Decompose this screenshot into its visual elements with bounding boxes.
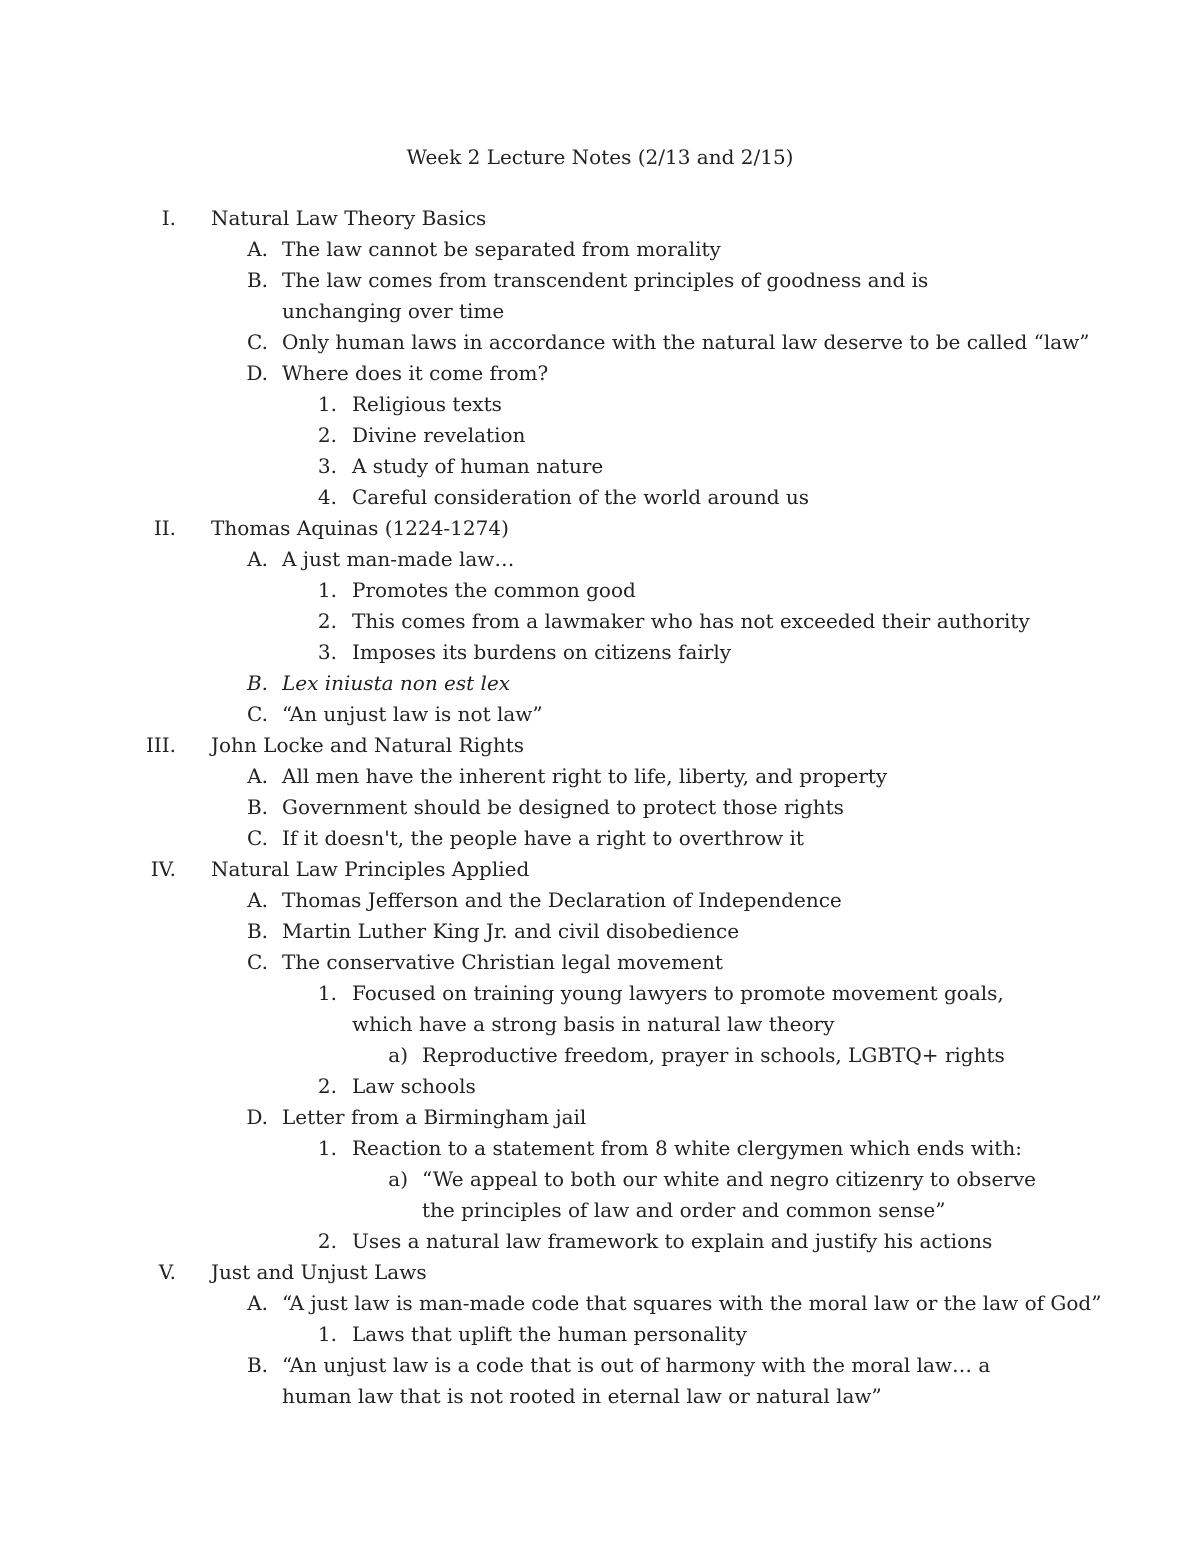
outline-marker: A. (247, 888, 268, 912)
outline-item-level-2 (0, 823, 1200, 854)
outline-marker: I. (161, 206, 176, 230)
outline-item-level-3 (0, 1071, 1200, 1102)
outline-marker: B. (246, 671, 268, 695)
outline-marker: 1. (317, 578, 337, 602)
outline-item-level-2 (0, 358, 1200, 389)
outline-text: Laws that uplift the human personality (352, 1322, 747, 1346)
outline-text: Careful consideration of the world around us (352, 485, 810, 509)
outline-text: Thomas Jefferson and the Declaration of Independence (282, 888, 842, 912)
outline-marker: V. (158, 1260, 176, 1284)
outline-text: The law cannot be separated from morality (282, 237, 721, 261)
outline-marker: a) (388, 1167, 408, 1191)
outline-marker: B. (246, 268, 268, 292)
outline-item-level-2 (0, 1288, 1200, 1319)
outline-item-level-3 (0, 978, 1200, 1040)
outline-marker: A. (247, 237, 268, 261)
outline-item-level-2 (0, 885, 1200, 916)
outline-marker: D. (246, 1105, 268, 1129)
outline-item-level-3 (0, 1133, 1200, 1164)
outline-marker: C. (247, 826, 268, 850)
outline-marker: C. (247, 330, 268, 354)
outline-item-level-3 (0, 1319, 1200, 1350)
outline-text: A study of human nature (352, 454, 604, 478)
outline-marker: 2. (317, 1229, 337, 1253)
outline-item-level-2 (0, 792, 1200, 823)
outline-text: The conservative Christian legal movement (282, 950, 723, 974)
outline-item-level-2 (0, 699, 1200, 730)
outline-item-level-2 (0, 234, 1200, 265)
outline-text: Law schools (352, 1074, 476, 1098)
outline-marker: 1. (317, 981, 337, 1005)
outline-item-level-2 (0, 544, 1200, 575)
outline-item-level-2 (0, 947, 1200, 978)
outline-item-level-4 (0, 1040, 1200, 1071)
outline-text: Martin Luther King Jr. and civil disobedience (282, 919, 740, 943)
outline-text: Lex iniusta non est lex (282, 671, 511, 695)
lecture-outline (0, 203, 1200, 1412)
outline-item-level-3 (0, 451, 1200, 482)
outline-item-level-1 (0, 203, 1200, 234)
outline-marker: 1. (317, 1322, 337, 1346)
outline-item-level-1 (0, 854, 1200, 885)
outline-item-level-3 (0, 420, 1200, 451)
outline-item-level-3 (0, 575, 1200, 606)
outline-item-level-3 (0, 1226, 1200, 1257)
outline-marker: 1. (317, 1136, 337, 1160)
outline-text: Reaction to a statement from 8 white clergymen which ends with: (352, 1136, 1022, 1160)
outline-marker: A. (247, 547, 268, 571)
outline-text: Imposes its burdens on citizens fairly (352, 640, 732, 664)
outline-text: “We appeal to both our white and negro citizenry to observe the principles of law and order and common sense” (422, 1167, 1036, 1222)
outline-text: Where does it come from? (282, 361, 549, 385)
outline-text: Natural Law Principles Applied (211, 857, 530, 881)
outline-text: “An unjust law is a code that is out of harmony with the moral law… a human law that is not rooted in eternal law or natural law” (282, 1353, 991, 1408)
outline-marker: 2. (317, 609, 337, 633)
outline-item-level-2 (0, 1102, 1200, 1133)
outline-text: Religious texts (352, 392, 502, 416)
outline-marker: 1. (317, 392, 337, 416)
outline-marker: 3. (317, 454, 337, 478)
outline-marker: C. (247, 702, 268, 726)
outline-item-level-3 (0, 482, 1200, 513)
outline-marker: 2. (317, 423, 337, 447)
outline-marker: III. (145, 733, 176, 757)
outline-text: Uses a natural law framework to explain and justify his actions (352, 1229, 993, 1253)
outline-marker: D. (246, 361, 268, 385)
outline-marker: 3. (317, 640, 337, 664)
outline-item-level-3 (0, 389, 1200, 420)
outline-text: Divine revelation (352, 423, 526, 447)
page-title: Week 2 Lecture Notes (2/13 and 2/15) (406, 145, 794, 169)
outline-text: Government should be designed to protect those rights (282, 795, 844, 819)
outline-marker: B. (246, 795, 268, 819)
outline-item-level-2 (0, 916, 1200, 947)
outline-item-level-1 (0, 730, 1200, 761)
outline-marker: 4. (317, 485, 337, 509)
outline-item-level-2 (0, 327, 1200, 358)
outline-item-level-2 (0, 265, 1200, 327)
outline-text: All men have the inherent right to life, liberty, and property (282, 764, 888, 788)
outline-text: “An unjust law is not law” (282, 702, 543, 726)
outline-item-level-3 (0, 637, 1200, 668)
outline-text: John Locke and Natural Rights (211, 733, 524, 757)
outline-text: Focused on training young lawyers to promote movement goals, which have a strong basis in natural law theory (352, 981, 1004, 1036)
outline-text: A just man-made law… (282, 547, 515, 571)
outline-text: Letter from a Birmingham jail (282, 1105, 587, 1129)
outline-item-level-4 (0, 1164, 1200, 1226)
outline-item-level-1 (0, 1257, 1200, 1288)
outline-item-level-2 (0, 668, 1200, 699)
outline-text: The law comes from transcendent principles of goodness and is unchanging over time (282, 268, 929, 323)
outline-marker: 2. (317, 1074, 337, 1098)
outline-marker: B. (246, 1353, 268, 1377)
outline-text: Reproductive freedom, prayer in schools, LGBTQ+ rights (422, 1043, 1005, 1067)
outline-text: This comes from a lawmaker who has not exceeded their authority (352, 609, 1030, 633)
outline-marker: IV. (150, 857, 176, 881)
outline-marker: A. (247, 1291, 268, 1315)
outline-marker: a) (388, 1043, 408, 1067)
outline-marker: B. (246, 919, 268, 943)
outline-text: Natural Law Theory Basics (211, 206, 487, 230)
outline-text: “A just law is man-made code that squares with the moral law or the law of God” (282, 1291, 1102, 1315)
outline-text: Just and Unjust Laws (211, 1260, 427, 1284)
outline-marker: A. (247, 764, 268, 788)
outline-text: Promotes the common good (352, 578, 636, 602)
outline-text: Thomas Aquinas (1224-1274) (211, 516, 509, 540)
outline-text: If it doesn't, the people have a right to overthrow it (282, 826, 804, 850)
outline-marker: II. (153, 516, 176, 540)
outline-item-level-1 (0, 513, 1200, 544)
outline-item-level-2 (0, 761, 1200, 792)
outline-text: Only human laws in accordance with the natural law deserve to be called “law” (282, 330, 1090, 354)
outline-marker: C. (247, 950, 268, 974)
outline-item-level-2 (0, 1350, 1200, 1412)
outline-item-level-3 (0, 606, 1200, 637)
